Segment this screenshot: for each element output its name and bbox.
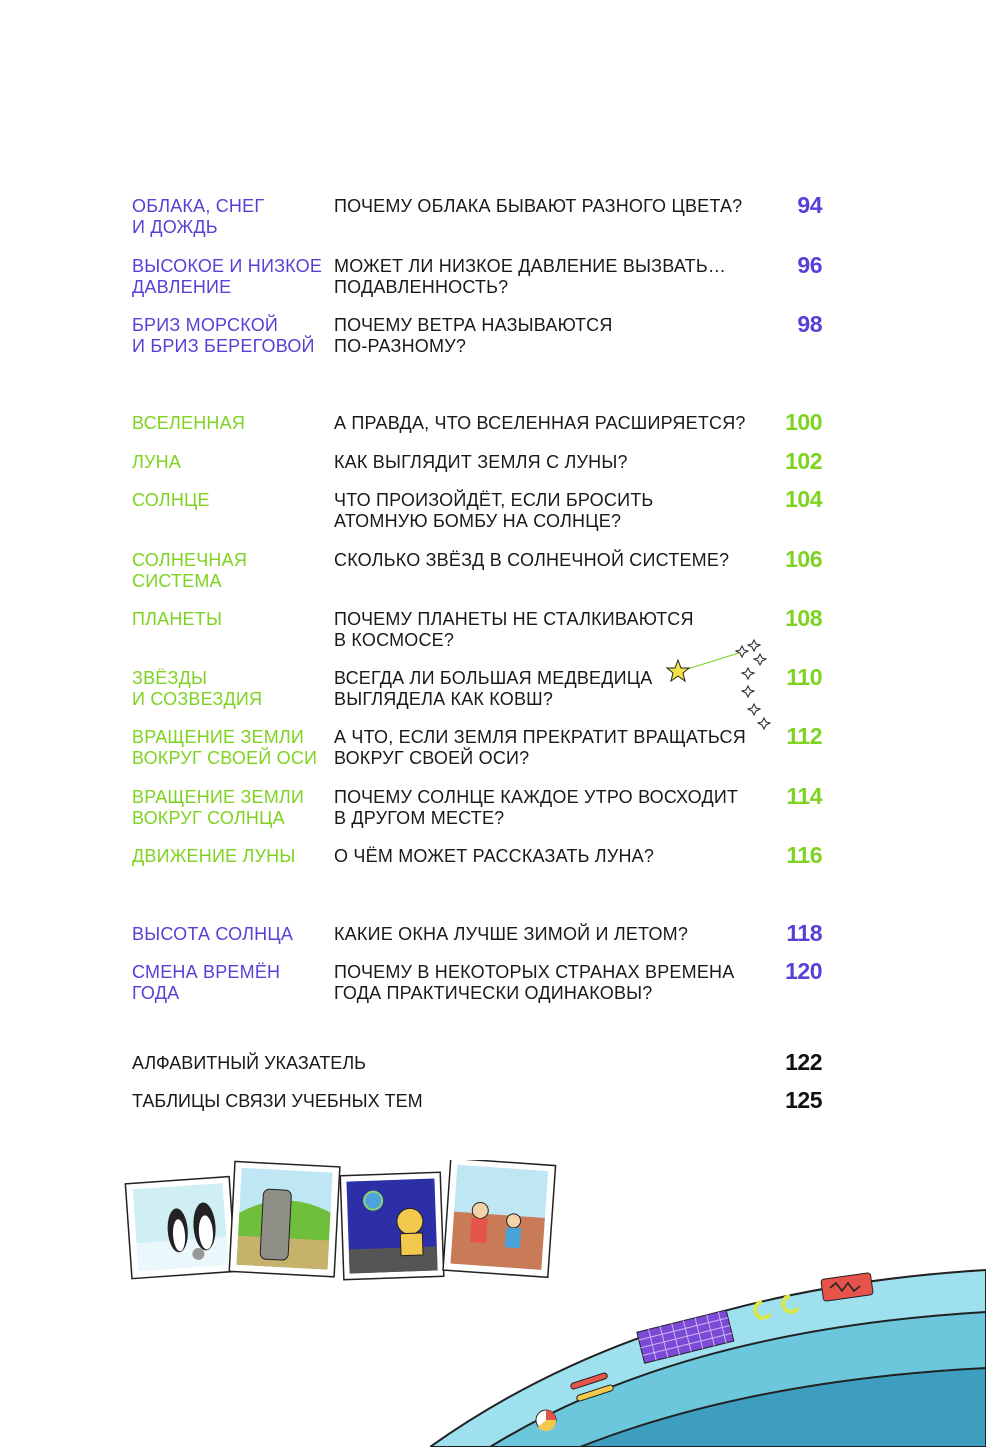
- extra-label: ТАБЛИЦЫ СВЯЗИ УЧЕБНЫХ ТЕМ: [132, 1091, 423, 1111]
- question-text: МОЖЕТ ЛИ НИЗКОЕ ДАВЛЕНИЕ ВЫЗВАТЬ… ПОДАВЛЕННОСТЬ?: [334, 256, 727, 297]
- page-number: 94: [797, 192, 822, 218]
- page-number: 112: [786, 723, 822, 749]
- toc-entry[interactable]: [132, 486, 832, 534]
- topic-title: ВРАЩЕНИЕ ЗЕМЛИ ВОКРУГ СВОЕЙ ОСИ: [132, 727, 318, 768]
- toc-entry[interactable]: [132, 842, 832, 890]
- page-number: 98: [797, 311, 822, 337]
- toc-entry[interactable]: [132, 192, 832, 240]
- page-number: 110: [786, 664, 822, 690]
- topic-title: ДВИЖЕНИЕ ЛУНЫ: [132, 846, 296, 866]
- page-number: 116: [786, 842, 822, 868]
- topic-title: ЛУНА: [132, 452, 182, 472]
- topic-title: БРИЗ МОРСКОЙ И БРИЗ БЕРЕГОВОЙ: [132, 315, 315, 356]
- toc-entry[interactable]: [132, 252, 832, 300]
- topic-title: ПЛАНЕТЫ: [132, 609, 223, 629]
- astronaut-photo: [340, 1172, 444, 1279]
- question-text: ПОЧЕМУ В НЕКОТОРЫХ СТРАНАХ ВРЕМЕНА ГОДА ПРАКТИЧЕСКИ ОДИНАКОВЫ?: [334, 962, 735, 1003]
- topic-title: ВСЕЛЕННАЯ: [132, 413, 246, 433]
- big-dipper-icon: [660, 630, 780, 735]
- topic-title: ЗВЁЗДЫ И СОЗВЕЗДИЯ: [132, 668, 263, 709]
- tables-link[interactable]: [132, 1087, 822, 1113]
- penguins-photo: [125, 1177, 235, 1279]
- topic-title: ВЫСОКОЕ И НИЗКОЕ ДАВЛЕНИЕ: [132, 256, 323, 297]
- page-number: 102: [785, 448, 822, 474]
- topic-title: ВРАЩЕНИЕ ЗЕМЛИ ВОКРУГ СОЛНЦА: [132, 787, 305, 828]
- question-text: ПОЧЕМУ СОЛНЦЕ КАЖДОЕ УТРО ВОСХОДИТ В ДРУГОМ МЕСТЕ?: [334, 787, 739, 828]
- page-number: 96: [797, 252, 822, 278]
- question-text: ПОЧЕМУ ВЕТРА НАЗЫВАЮТСЯ ПО-РАЗНОМУ?: [334, 315, 613, 356]
- toc-entry[interactable]: [132, 783, 832, 831]
- extra-label: АЛФАВИТНЫЙ УКАЗАТЕЛЬ: [132, 1053, 366, 1073]
- question-text: КАК ВЫГЛЯДИТ ЗЕМЛЯ С ЛУНЫ?: [334, 452, 628, 472]
- toc-entry[interactable]: [132, 546, 832, 594]
- page-number: 104: [785, 486, 822, 512]
- question-text: ПОЧЕМУ ПЛАНЕТЫ НЕ СТАЛКИВАЮТСЯ В КОСМОСЕ?: [334, 609, 694, 650]
- question-text: О ЧЁМ МОЖЕТ РАССКАЗАТЬ ЛУНА?: [334, 846, 655, 866]
- topic-title: СМЕНА ВРЕМЁН ГОДА: [132, 962, 281, 1003]
- page-number: 118: [786, 920, 822, 946]
- question-text: КАКИЕ ОКНА ЛУЧШЕ ЗИМОЙ И ЛЕТОМ?: [334, 924, 689, 944]
- topic-title: ОБЛАКА, СНЕГ И ДОЖДЬ: [132, 196, 265, 237]
- toc-entry[interactable]: [132, 409, 832, 457]
- toc-entry[interactable]: [132, 311, 832, 359]
- moai-photo: [229, 1161, 340, 1276]
- toc-entry[interactable]: [132, 958, 832, 1006]
- page-number: 122: [785, 1049, 822, 1075]
- question-text: СКОЛЬКО ЗВЁЗД В СОЛНЕЧНОЙ СИСТЕМЕ?: [334, 550, 730, 570]
- page-number: 125: [785, 1087, 822, 1113]
- question-text: ВСЕГДА ЛИ БОЛЬШАЯ МЕДВЕДИЦА ВЫГЛЯДЕЛА КАК КОВШ?: [334, 668, 653, 709]
- question-text: ЧТО ПРОИЗОЙДЁТ, ЕСЛИ БРОСИТЬ АТОМНУЮ БОМБУ НА СОЛНЦЕ?: [334, 490, 654, 531]
- topic-title: СОЛНЕЧНАЯ СИСТЕМА: [132, 550, 248, 591]
- page-number: 108: [785, 605, 822, 631]
- question-text: А ЧТО, ЕСЛИ ЗЕМЛЯ ПРЕКРАТИТ ВРАЩАТЬСЯ ВОКРУГ СВОЕЙ ОСИ?: [334, 727, 746, 768]
- page-number: 106: [785, 546, 822, 572]
- topic-title: СОЛНЦЕ: [132, 490, 210, 510]
- question-text: ПОЧЕМУ ОБЛАКА БЫВАЮТ РАЗНОГО ЦВЕТА?: [334, 196, 743, 216]
- spaceship-porthole: [430, 1250, 986, 1447]
- page-number: 114: [786, 783, 822, 809]
- page-number: 120: [785, 958, 822, 984]
- topic-title: ВЫСОТА СОЛНЦА: [132, 924, 294, 944]
- question-text: А ПРАВДА, ЧТО ВСЕЛЕННАЯ РАСШИРЯЕТСЯ?: [334, 413, 746, 433]
- page-number: 100: [785, 409, 822, 435]
- index-link[interactable]: [132, 1049, 822, 1075]
